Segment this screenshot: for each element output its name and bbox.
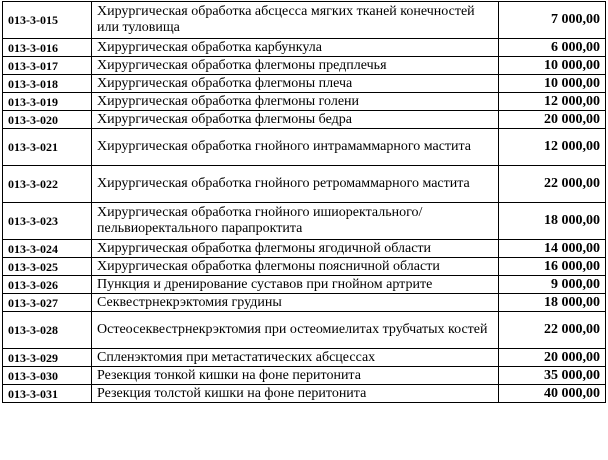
service-name: Спленэктомия при метастатических абсцессах [92, 349, 499, 367]
service-name: Хирургическая обработка гнойного интрамаммарного мастита [92, 129, 499, 166]
service-price: 22 000,00 [499, 166, 606, 203]
service-name: Резекция тонкой кишки на фоне перитонита [92, 367, 499, 385]
service-name: Хирургическая обработка флегмоны бедра [92, 111, 499, 129]
service-name: Хирургическая обработка гнойного ретромаммарного мастита [92, 166, 499, 203]
price-list-body [3, 2, 606, 403]
table-row [3, 258, 606, 276]
service-price: 40 000,00 [499, 385, 606, 403]
service-price: 12 000,00 [499, 129, 606, 166]
service-name: Хирургическая обработка флегмоны ягодичной области [92, 240, 499, 258]
service-code: 013-3-028 [3, 312, 92, 349]
table-row [3, 93, 606, 111]
service-code: 013-3-022 [3, 166, 92, 203]
service-code: 013-3-030 [3, 367, 92, 385]
service-code: 013-3-029 [3, 349, 92, 367]
service-name: Хирургическая обработка флегмоны голени [92, 93, 499, 111]
table-row [3, 276, 606, 294]
table-row [3, 240, 606, 258]
table-row [3, 111, 606, 129]
service-code: 013-3-019 [3, 93, 92, 111]
service-code: 013-3-021 [3, 129, 92, 166]
service-name: Секвестрнекрэктомия грудины [92, 294, 499, 312]
service-price: 14 000,00 [499, 240, 606, 258]
table-row [3, 203, 606, 240]
service-code: 013-3-020 [3, 111, 92, 129]
service-code: 013-3-015 [3, 2, 92, 39]
table-row [3, 166, 606, 203]
service-name: Хирургическая обработка гнойного ишиоректального/пельвиоректального парапроктита [92, 203, 499, 240]
service-price: 10 000,00 [499, 75, 606, 93]
service-code: 013-3-018 [3, 75, 92, 93]
service-name: Хирургическая обработка флегмоны поясничной области [92, 258, 499, 276]
service-code: 013-3-031 [3, 385, 92, 403]
service-code: 013-3-027 [3, 294, 92, 312]
service-name: Остеосеквестрнекрэктомия при остеомиелитах трубчатых костей [92, 312, 499, 349]
service-price: 9 000,00 [499, 276, 606, 294]
service-code: 013-3-016 [3, 39, 92, 57]
table-row [3, 39, 606, 57]
service-name: Хирургическая обработка карбункула [92, 39, 499, 57]
table-row [3, 57, 606, 75]
table-row [3, 2, 606, 39]
service-price: 7 000,00 [499, 2, 606, 39]
service-price: 20 000,00 [499, 349, 606, 367]
service-code: 013-3-024 [3, 240, 92, 258]
service-code: 013-3-023 [3, 203, 92, 240]
table-row [3, 312, 606, 349]
table-row [3, 294, 606, 312]
price-list-table [2, 1, 606, 403]
table-row [3, 75, 606, 93]
service-name: Пункция и дренирование суставов при гнойном артрите [92, 276, 499, 294]
table-row [3, 349, 606, 367]
service-name: Резекция толстой кишки на фоне перитонита [92, 385, 499, 403]
service-code: 013-3-026 [3, 276, 92, 294]
service-name: Хирургическая обработка флегмоны плеча [92, 75, 499, 93]
table-row [3, 385, 606, 403]
service-name: Хирургическая обработка абсцесса мягких тканей конечностей или туловища [92, 2, 499, 39]
service-price: 35 000,00 [499, 367, 606, 385]
service-price: 18 000,00 [499, 294, 606, 312]
service-code: 013-3-017 [3, 57, 92, 75]
service-price: 18 000,00 [499, 203, 606, 240]
service-price: 16 000,00 [499, 258, 606, 276]
service-price: 12 000,00 [499, 93, 606, 111]
service-price: 6 000,00 [499, 39, 606, 57]
service-name: Хирургическая обработка флегмоны предплечья [92, 57, 499, 75]
service-code: 013-3-025 [3, 258, 92, 276]
service-price: 22 000,00 [499, 312, 606, 349]
service-price: 20 000,00 [499, 111, 606, 129]
table-row [3, 129, 606, 166]
table-row [3, 367, 606, 385]
service-price: 10 000,00 [499, 57, 606, 75]
